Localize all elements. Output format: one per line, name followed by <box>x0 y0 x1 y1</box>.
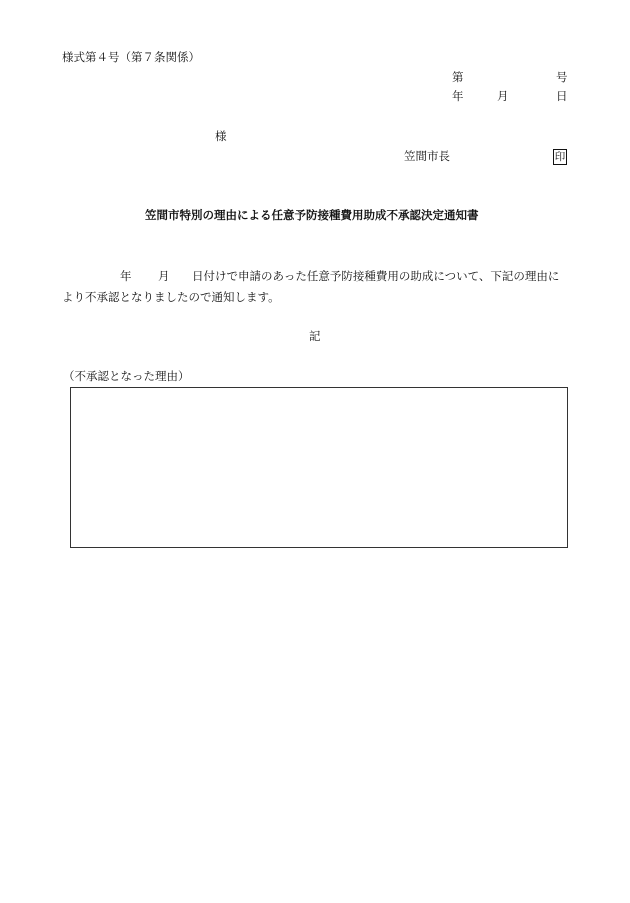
issuer-title: 笠間市長 <box>404 149 450 163</box>
body-date-year: 年 <box>120 269 132 283</box>
addressee-suffix: 様 <box>215 129 227 143</box>
doc-number-dai: 第 <box>452 70 464 84</box>
doc-number-go: 号 <box>556 70 568 84</box>
ki-heading: 記 <box>309 329 321 343</box>
seal-box: 印 <box>554 151 566 163</box>
seal-mark <box>553 149 567 165</box>
doc-date-day: 日 <box>556 89 568 103</box>
doc-date-year: 年 <box>452 89 464 103</box>
reason-label: （不承認となった理由） <box>63 369 190 383</box>
body-line2: より不承認となりましたので通知します。 <box>62 290 280 304</box>
reason-box <box>70 387 568 548</box>
reason-text <box>71 388 567 404</box>
form-number: 様式第４号（第７条関係） <box>62 50 200 64</box>
body-line1: 日付けで申請のあった任意予防接種費用の助成について、下記の理由に <box>192 269 560 283</box>
body-date-month: 月 <box>158 269 170 283</box>
document-title: 笠間市特別の理由による任意予防接種費用助成不承認決定通知書 <box>145 208 479 222</box>
doc-date-month: 月 <box>497 89 509 103</box>
